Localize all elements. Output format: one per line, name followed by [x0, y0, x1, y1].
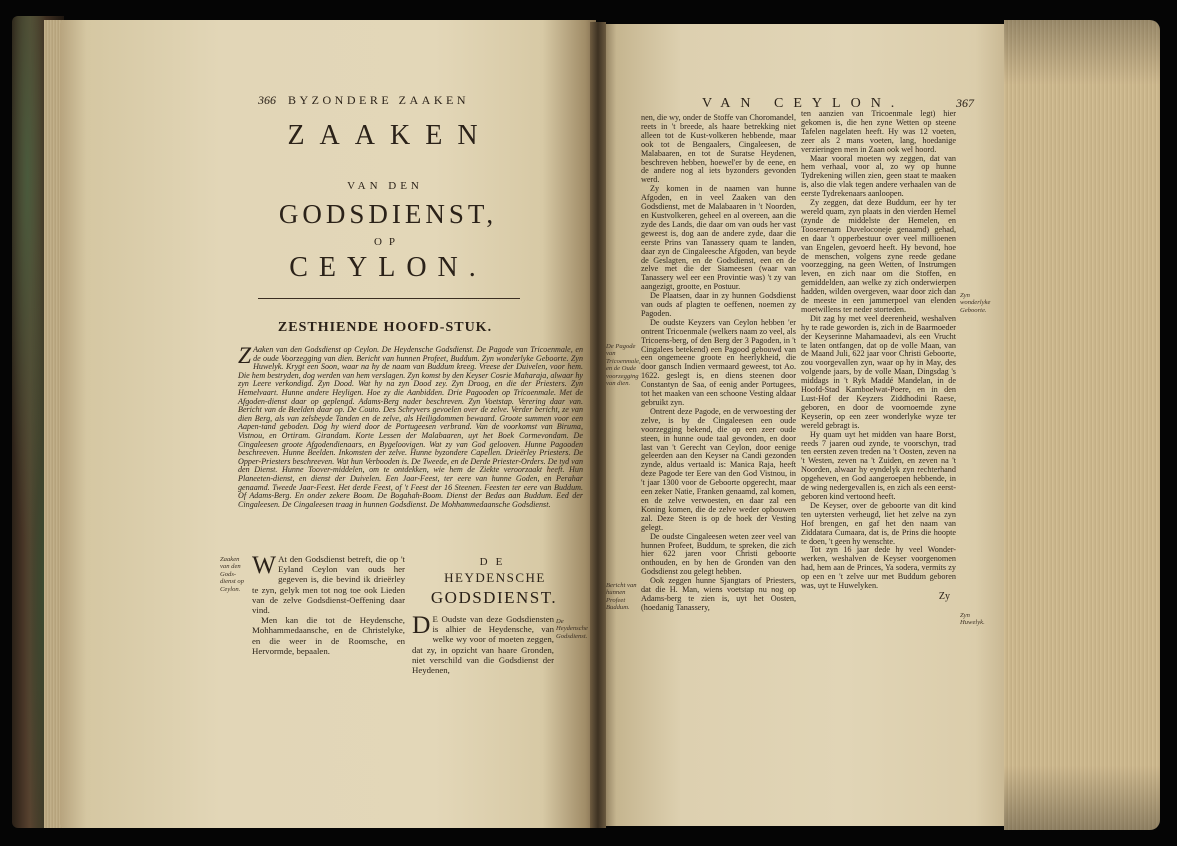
paragraph: ten aanzien van Tricoenmale legt) hier gekomen is, die hen zyne Wetten op steene Tafelen nagelaten heeft. Hy was 12 voeten, zeer als 2 mans voeten, lang, hoedanige verzieringen men in Zaan ook wel hoord. — [801, 109, 956, 154]
paragraph: Men kan die tot de Heydensche, Mohhammedaansche, en de Christelyke, en die weer in de Roomsche, en Hervormde, bepaalen. — [252, 615, 405, 656]
title-line-godsdienst: GODSDIENST, — [278, 199, 498, 229]
right-body-column — [412, 610, 554, 676]
right-page-number: 367 — [956, 96, 974, 110]
section-heading-de: DE — [479, 556, 511, 568]
paragraph: De oudste Cingaleesen weten zeer veel van hunnen Profeet, Buddum, te spreken, die zich hier 622 jaren voor Christi geboorte onthouden, en by hen de Gronden van den Godsdienst zou gelegt hebben. — [641, 531, 796, 577]
paragraph: WAt den Godsdienst betreft, die op 't Eyland Ceylon van ouds her gegeven is, die bevind ik drieërley te zyn, gelyk men tot nog toe ook Lieden van de zelve Godsdienst-Oeffening daar vind. — [252, 550, 405, 616]
title-line-van-den: VAN DEN — [347, 180, 423, 192]
title-rule — [258, 298, 520, 299]
book-gutter — [590, 22, 606, 828]
margin-note-pagode: De Pagode van Tricoenmale, en de Oude voorzegging van dien. — [606, 343, 641, 388]
chapter-summary: ZAaken van den Godsdienst op Ceylon. De Heydensche Godsdienst. De Pagode van Tricoenmale, en de oude Voorzegging van dien. Bericht van hunnen Profeet, Buddum. Zyn wonderlyke Geboorte. Zyn Huwelyk. Krygt een Soon, waar na hy de naam van Buddum kreeg. Vreese der Duivelen, voor hem. Die hem bestryden, dog werden van hem verslagen. Zyn komst by den Keyser Cosrie Maharaja, alwaar hy zyn Leere verkondigd. Zyn Dood. Wat hy na zyn Dood zey. Zyn Droog, en die der Priesters. Zyn Hemelvaart. Hunne andere Heyligen. Hoe zy die Aanbidden. Drie Pagooden op Tricoenmale. Met de Afgoden-dienst daar op geplengd. Adams-Berg nader beschreven. Zyn Voetstap. Verering daar van. Bericht van de Beelden daar op. De Couto. Des Schryvers gevoelen over de zelve. Verder bericht, ze van dien Berg, als van zelsbeyde Tanden en de zelve, als Heiligdommen bewaard. Groote summen voor een Aapen-tand geboden. Dog hy wierd door de Portugeesen verbrand. Van de voorkomst van Biruma, Vistnou, en Ortiram. Girandam. Korte Lessen der Malabaaren, uyt het Boek Cormevondam. De Cingaleesen groote Afgodendienaars, en Bygeloovigen. Wat zy van God gelooven. Hunne Pagooden beschreeven. Hunne Beelden. Inkomsten der zelve. Hunne byzondere Capellen. Drieërley Priesters. De Opper-Priesters beschreeven. Wat hun Verbooden is. De Tweede, en de Derde Priester-Orders. De tyd van den Dienst. Hunne Toover-middelen, om te ontdekken, wie hem de Ziekte veroorzaakt heeft. Hun Planeeten-dienst, en dienst der Duivelen. Een Jaar-Feest, ter eere van hunne Goden, en Perahar genaamd. Tweede Jaar-Feest. Het derde Feest, of 't Feest der 16 Steenen. Feesten ter eere van Buddum. Of Adams-Berg. En onder zekere Boom. De Bogahah-Boom. Dienst der Bedas aan Buddum. Eed der Cingaleesen. De Cingaleesen traag in hunnen Godsdienst. De Mohhammedaansche Godsdienst. — [238, 343, 583, 509]
left-running-head: BYZONDERE ZAAKEN — [288, 93, 469, 107]
margin-note-huwelyk: Zyn Huwelyk. — [960, 612, 985, 627]
paragraph: De Plaatsen, daar in zy hunnen Godsdienst van ouds af plagten te oeffenen, noemen zy Pagoden. — [641, 291, 796, 318]
paragraph: De oudste Keyzers van Ceylon hebben 'er ontrent Tricoenmale (welkers naam zo veel, als Tricoens-berg, of den Berg der 3 Pagoden, in 't Cingalees betekend) een Pagood gebouwd van een ongemeene groote en heerlykheid, die door gansch Indien vermaard geweest, tot Ao. 1622. geslegt is, en diens steenen door Constantyn de Saa, of eenig ander Portugees, tot het maaken van een schoone Vesting aldaar gebruikt zyn. — [641, 317, 796, 407]
paragraph: Zy zeggen, dat deze Buddum, eer hy ter wereld quam, zyn plaats in den vierden Hemel (zynde de middelste der Hemelen, en Tooserenam Duveloconeje genaamd) gehad, en daar 't opperbestuur over veel millioenen van Engelen, gevoerd heeft. Hy bevond, hoe de menschen, volgens zyne reede gedane voorzegging, na geen Wetten, of Instrumgen leven, en zich naar om die Stoffen, en gemiddelden, aan welke zy zich onderwierpen hadden, wilden overgeven, waar door zich dan de meeste in een jammerpoel van elenden moetwillens ter neder storteden. — [801, 198, 956, 314]
title-line-ceylon: CEYLON. — [289, 252, 487, 283]
margin-note-geboorte: Zyn wonderlyke Geboorte. — [960, 292, 991, 314]
title-line-zaaken: ZAAKEN — [287, 120, 493, 151]
paragraph: Dit zag hy met veel deerenheid, weshalven hy te rade geworden is, zich in de Baarmoeder der Keyserinne Mahamaadevi, als een Vrucht te laten ontfangen, dat op de volle Maan, van de Maand Juli, 622 jaar voor Christi Geboorte, zou voorgevallen zyn, waar op hy in May, des volgende jaars, by de volle Maan, Dingsdag 's middags in 't Ryk Maddé Mandelan, in de Hoofd-Stad Kamboelwat-Poere, en in den Lust-Hof der Keyzers Ziddhodini Raese, geboren, en door de voornoemde zyne Keyserin, op een zeer wonderlyke wyze ter wereld gebragt is. — [801, 313, 956, 430]
right-page-column-1 — [641, 114, 796, 613]
margin-note-heydensche: De Heydensche Godsdienst. — [556, 618, 588, 640]
left-page-number: 366 — [258, 93, 276, 107]
right-page-edges — [1004, 20, 1160, 830]
paragraph: Hy quam uyt het midden van haare Borst, reeds 7 jaaren oud zynde, te voorschyn, trad ten eersten zeven treden na 't Oosten, zeven na 't Westen, zeven na 't Zuiden, en zeven na 't Noorden, alwaar hy eyndelyk zyn rechterhand opgeheven, en God aangeroepen hebbende, in de wing nedergevallen is, en zich als een eerst-geboren kind vertoond heeft. — [801, 429, 956, 501]
paragraph: Tot zyn 16 jaar dede hy veel Wonder-werken, weshalven de Keyser voorgenomen had, hem aan de Princes, Ya sodera, vermits zy op een en 't zelve uur met Buddum geboren was, uyt te Huwelyken. — [801, 545, 956, 591]
paragraph: Ontrent deze Pagode, en de verwoesting der zelve, is by de Cingaleesen een oude voorzegging bekend, die op een zeer oude steen, in hunne oude taal gevonden, en door last van 't Gerecht van Ceylon, door eenige geleerden aan den Keyser na Candi gezonden zynde, aldus vertaald is: Manica Raja, heeft deze Pagode ter Eere van den God Vistnou, in 't jaar 1300 voor de Geboorte opgerecht, maar een zeker Natie, Franken genaamd, zal komen, en de zelve verwoesten, en daar zal een Koning komen, die de zelve weder opbouwen zal. Deze Steen is op de hoek der Vesting gelegt. — [641, 406, 796, 532]
right-page-column-2 — [801, 110, 956, 602]
paragraph: DE Oudste van deze Godsdiensten is alhier de Heydensche, van welke wy voor of moeten zeggen, dat zy, in opzicht van haare Gronden, niet verschild van die Godsdienst der Heydenen, — [412, 610, 554, 676]
left-body-column — [252, 550, 405, 656]
paragraph: nen, die wy, onder de Stoffe van Choromandel, reets in 't breede, als haare betrekking niet alleen tot de Kust-volkeren hebbende, maar ook tot de Bengaalers, Cingaleesen, de Malabaaren, en tot de Suratse Heydenen, beschreven hebben, hoewel'er by de eene, en de andere nog al iets byzonders gevonden werd. — [641, 113, 796, 185]
paragraph: De Keyser, over de geboorte van dit kind ten uytersten verheugd, liet het zelve na zyn Hof brengen, en gaf het den naam van Ziddatara Cumaara, dat is, de Prins die hoopte te doen, 't geen hy wenschte. — [801, 500, 956, 546]
catchword: Zy — [938, 590, 950, 602]
margin-note-zaaken: Zaaken van den Gods-dienst op Ceylon. — [220, 556, 244, 593]
right-running-head: VAN CEYLON. — [702, 96, 905, 111]
margin-note-profeet: Bericht van hunnen Profeet Buddum. — [606, 582, 637, 612]
paragraph: Zy komen in de naamen van hunne Afgoden, en in veel Zaaken van den Godsdienst, met de Malabaaren in 't Noorden, en Kustvolkeren, geheel en al overeen, aan die zyde des Lands, die daar om van ouds her vast geweest is, dog aan de andere zyde, daar die eerste Prins van Tanassery quam te landen, daar zyn de Cingaleesche Afgoden, van beyde de Geslagten, en de Godsdienst, een en de zelve met die der Siameesen (waar van Tanassery wel eer een Provintie was) 't zy van aangezigt, grootte, en Postuur. — [641, 184, 796, 292]
paragraph: Ook zeggen hunne Sjangtars of Priesters, dat die H. Man, wiens voetstap nu nog op Adams-berg te zien is, uyt het Oosten, (hoedanig Tanassery, — [641, 576, 796, 612]
chapter-heading: ZESTHIENDE HOOFD-STUK. — [277, 320, 493, 335]
section-heading-godsdienst: GODSDIENST. — [430, 588, 558, 607]
paragraph: Maar vooral moeten wy zeggen, dat van hem verhaal, voor al, zo wy op hunne Tydrekening willen zien, geen staat te maaken is, also die vlak tegen andere verhaalen van de eerste Tydrekenaars aanloopen. — [801, 153, 956, 199]
title-line-op: OP — [373, 236, 403, 248]
section-heading-heydensche: HEYDENSCHE — [444, 570, 546, 585]
